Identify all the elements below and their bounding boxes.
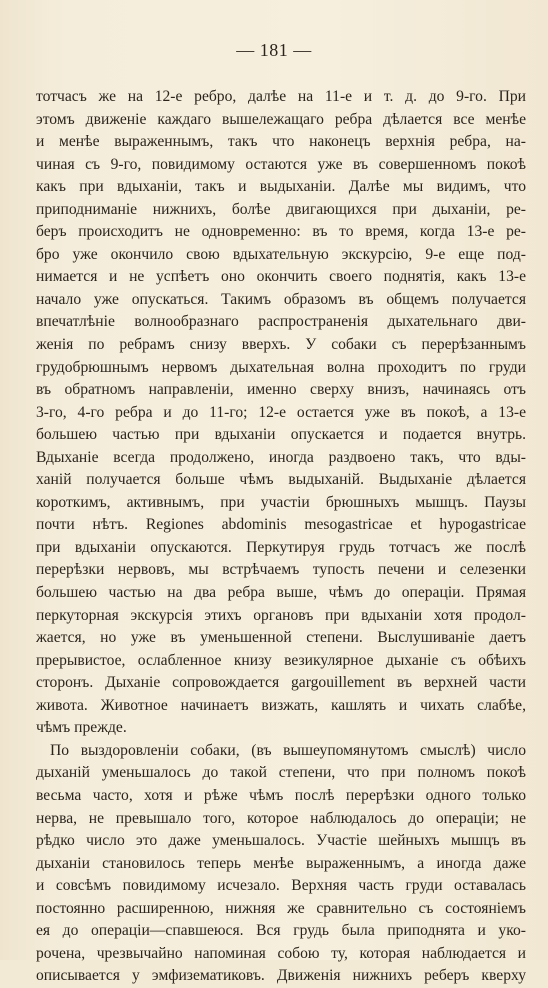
text-line: перкуторная экскурсія этихъ органовъ при вдыханіи хотя продол- — [36, 606, 526, 624]
text-line: начало уже опускаться. Такимъ образомъ въ общемъ получается — [36, 290, 526, 308]
text-line: весьма часто, хотя и рѣже чѣмъ послѣ перерѣзки одного только — [36, 786, 526, 804]
text-line: короткимъ, активнымъ, при участіи брюшныхъ мышцъ. Паузы — [36, 493, 526, 511]
text-line: ея до операціи—спавшеюся. Вся грудь была приподнята и уко- — [36, 922, 526, 940]
text-line: прерывистое, ослабленное книзу везикулярное дыханіе съ обѣихъ — [36, 651, 526, 669]
text-line: ханій получается больше чѣмъ выдыханій. Выдыханіе дѣлается — [36, 471, 526, 489]
text-line: дыханій уменьшалось до такой степени, что при полномъ покоѣ — [36, 764, 526, 782]
text-line: нерва, не превышало того, которое наблюдалось до операціи; не — [36, 809, 526, 827]
text-line: въ обратномъ направленіи, именно сверху внизъ, начинаясь отъ — [36, 381, 526, 399]
text-line: приподниманіе нижнихъ, болѣе двигающихся при дыханіи, ре- — [36, 200, 526, 218]
text-line: какъ при вдыханіи, такъ и выдыханіи. Далѣе мы видимъ, что — [36, 178, 526, 196]
text-line: описывается у эмфизематиковъ. Движенія нижнихъ реберъ кверху — [36, 967, 526, 985]
text-line: большею частью на два ребра выше, чѣмъ до операціи. Прямая — [36, 584, 526, 602]
text-line: чиная съ 9-го, повидимому остаются уже въ совершенномъ покоѣ — [36, 155, 526, 173]
text-line: почти нѣтъ. Regiones abdominis mesogastricae et hypogastricae — [36, 516, 526, 534]
text-line: жается, но уже въ уменьшенной степени. Выслушиваніе даетъ — [36, 629, 526, 647]
text-line: нимается и не успѣетъ оно окончить своего поднятія, какъ 13-е — [36, 268, 526, 286]
page-number: — 181 — — [236, 40, 312, 60]
text-line: грудобрюшнымъ нервомъ дыхательная волна проходитъ по груди — [36, 358, 526, 376]
text-line: тотчасъ же на 12-е ребро, далѣе на 11-е и т. д. до 9-го. При — [36, 88, 526, 105]
text-line: постоянно расширенною, нижняя же сравнительно съ состояніемъ — [36, 899, 526, 917]
text-line: женія по ребрамъ снизу вверхъ. У собаки съ перерѣзаннымъ — [36, 336, 526, 354]
text-line: и менѣе выраженнымъ, такъ что наконецъ верхнія ребра, на- — [36, 133, 526, 151]
text-line: Вдыханіе всегда продолжено, иногда раздвоено такъ, что вды- — [36, 448, 526, 466]
text-line: чѣмъ прежде. — [36, 719, 127, 737]
text-line: и совсѣмъ повидимому исчезало. Верхняя часть груди оставалась — [36, 877, 526, 895]
text-line: живота. Животное начинаетъ визжать, кашлять и чихать слабѣе, — [36, 696, 526, 714]
text-line: рочена, чрезвычайно напоминая собою ту, которая наблюдается и — [36, 944, 526, 962]
body-text — [36, 86, 526, 988]
text-line: впечатлѣніе волнообразнаго распространенія дыхательнаго дви- — [36, 313, 526, 331]
text-line: перерѣзки нервовъ, мы встрѣчаемъ тупость печени и селезенки — [36, 561, 526, 579]
text-line: при вдыханіи опускаются. Перкутируя грудь тотчасъ же послѣ — [36, 538, 526, 556]
text-line: рѣдко число это даже уменьшалось. Участіе шейныхъ мышцъ въ — [36, 832, 526, 850]
text-line: дыханіи становилось теперь менѣе выраженнымъ, а иногда даже — [36, 854, 526, 872]
text-line: 3-го, 4-го ребра и до 11-го; 12-е остается уже въ покоѣ, а 13-е — [36, 403, 526, 421]
paragraph-1 — [36, 86, 526, 740]
paragraph-2 — [36, 740, 526, 988]
text-line: бро уже окончило свою вдыхательную экскурсію, 9-е еще под- — [36, 245, 526, 263]
text-line: сторонъ. Дыханіе сопровождается gargouillement въ верхней части — [36, 674, 526, 692]
text-line: этомъ движеніе каждаго вышележащаго ребра дѣлается все менѣе — [36, 110, 526, 128]
text-line: беръ происходитъ не одновременно: въ то время, когда 13-е ре- — [36, 223, 526, 241]
text-line: большею частью при вдыханіи опускается и подается внутрь. — [36, 426, 526, 444]
text-line: По выздоровленіи собаки, (въ вышеупомянутомъ смыслѣ) число — [50, 741, 526, 759]
